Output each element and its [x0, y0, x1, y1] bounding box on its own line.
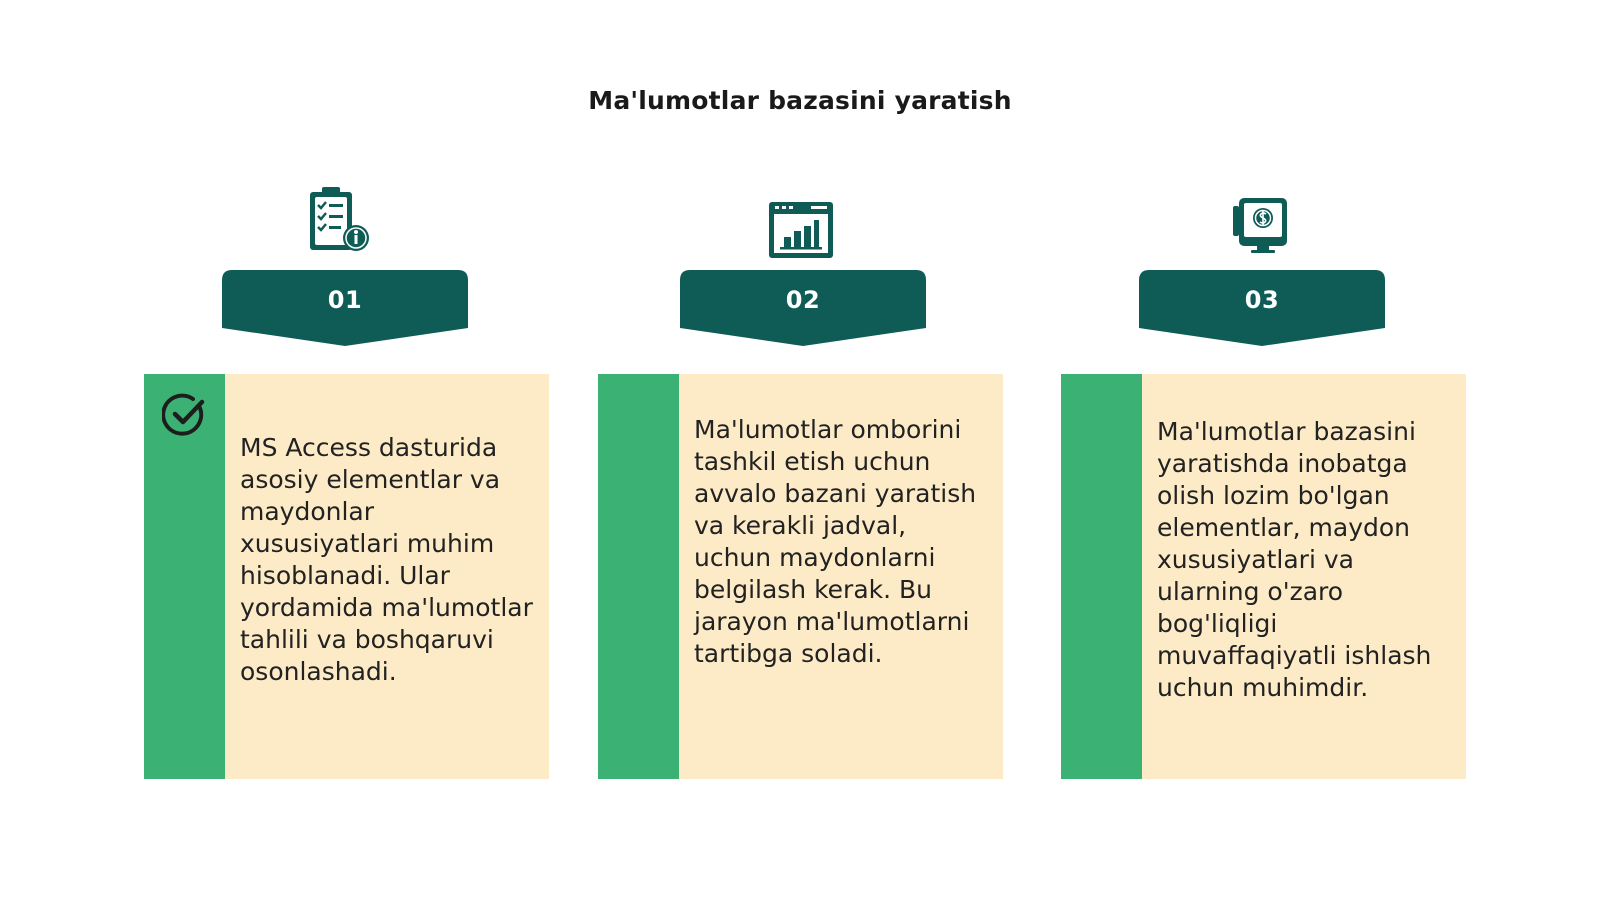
checkmark-circle-icon	[162, 392, 208, 438]
step-badge-01	[222, 270, 468, 348]
step-card-01	[144, 374, 549, 779]
step-number: 03	[1244, 286, 1280, 314]
page-title: Ma'lumotlar bazasini yaratish	[588, 86, 1012, 115]
step-card-02	[598, 374, 1003, 779]
step-badge-03	[1139, 270, 1385, 348]
step-number: 02	[785, 286, 821, 314]
accent-bar	[144, 374, 225, 779]
step-description: Ma'lumotlar bazasini yaratishda inobatga olish lozim bo'lgan elementlar, maydon xususiyatlari va ularning o'zaro bog'liqligi muvaffaqiyatli ishlash uchun muhimdir.	[1157, 417, 1432, 702]
accent-bar	[598, 374, 679, 779]
step-number: 01	[327, 286, 363, 314]
step-description: MS Access dasturida asosiy elementlar va maydonlar xususiyatlari muhim hisoblanadi. Ular yordamida ma'lumotlar tahlili va boshqaruvi osonlashadi.	[240, 433, 533, 686]
monitor-dollar-icon	[1227, 188, 1297, 258]
step-badge-02	[680, 270, 926, 348]
browser-bar-chart-icon	[766, 194, 836, 264]
step-card-03	[1061, 374, 1466, 779]
accent-bar	[1061, 374, 1142, 779]
step-description: Ma'lumotlar omborini tashkil etish uchun avvalo bazani yaratish va kerakli jadval, uchun maydonlarni belgilash kerak. Bu jarayon ma'lumotlarni tartibga soladi.	[694, 415, 977, 668]
clipboard-checklist-info-icon	[304, 186, 374, 256]
